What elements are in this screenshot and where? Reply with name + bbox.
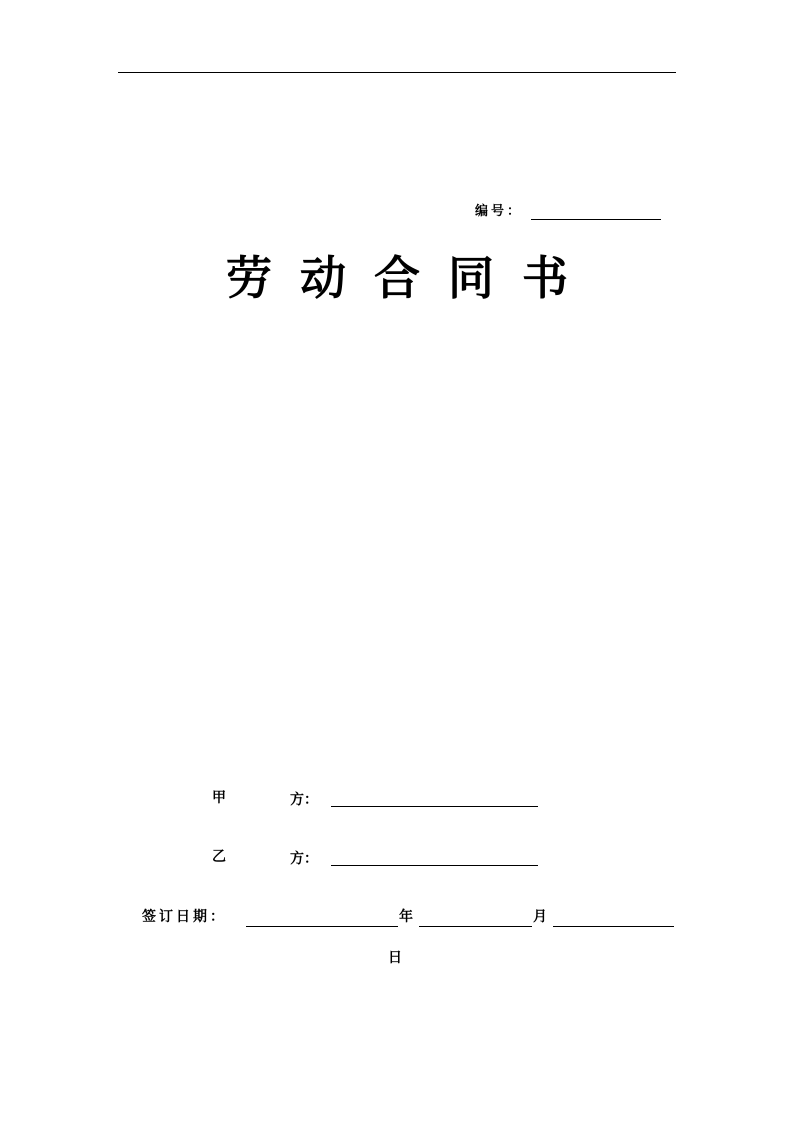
party-b-suffix: 方： <box>290 851 318 867</box>
party-b-blank[interactable] <box>331 865 538 866</box>
party-a-blank[interactable] <box>331 806 538 807</box>
signing-date-row <box>142 906 678 930</box>
party-a-char: 甲 <box>212 790 226 806</box>
document-number-label: 编号： <box>475 204 524 219</box>
signing-month-unit: 月 <box>533 909 547 925</box>
document-number-row <box>475 202 665 222</box>
signing-year-unit: 年 <box>399 909 413 925</box>
party-a-suffix: 方： <box>290 792 318 808</box>
header-rule <box>118 72 676 73</box>
signing-date-label: 签订日期： <box>142 909 227 925</box>
party-b-row <box>212 847 542 871</box>
signing-day-blank[interactable] <box>553 926 674 927</box>
signing-day-unit: 日 <box>388 950 402 966</box>
party-b-char: 乙 <box>212 849 226 865</box>
signing-month-blank[interactable] <box>419 926 532 927</box>
signing-year-blank[interactable] <box>246 926 398 927</box>
document-number-blank[interactable] <box>531 219 661 220</box>
party-a-row <box>212 788 542 812</box>
contract-title: 劳动合同书 <box>226 251 596 305</box>
